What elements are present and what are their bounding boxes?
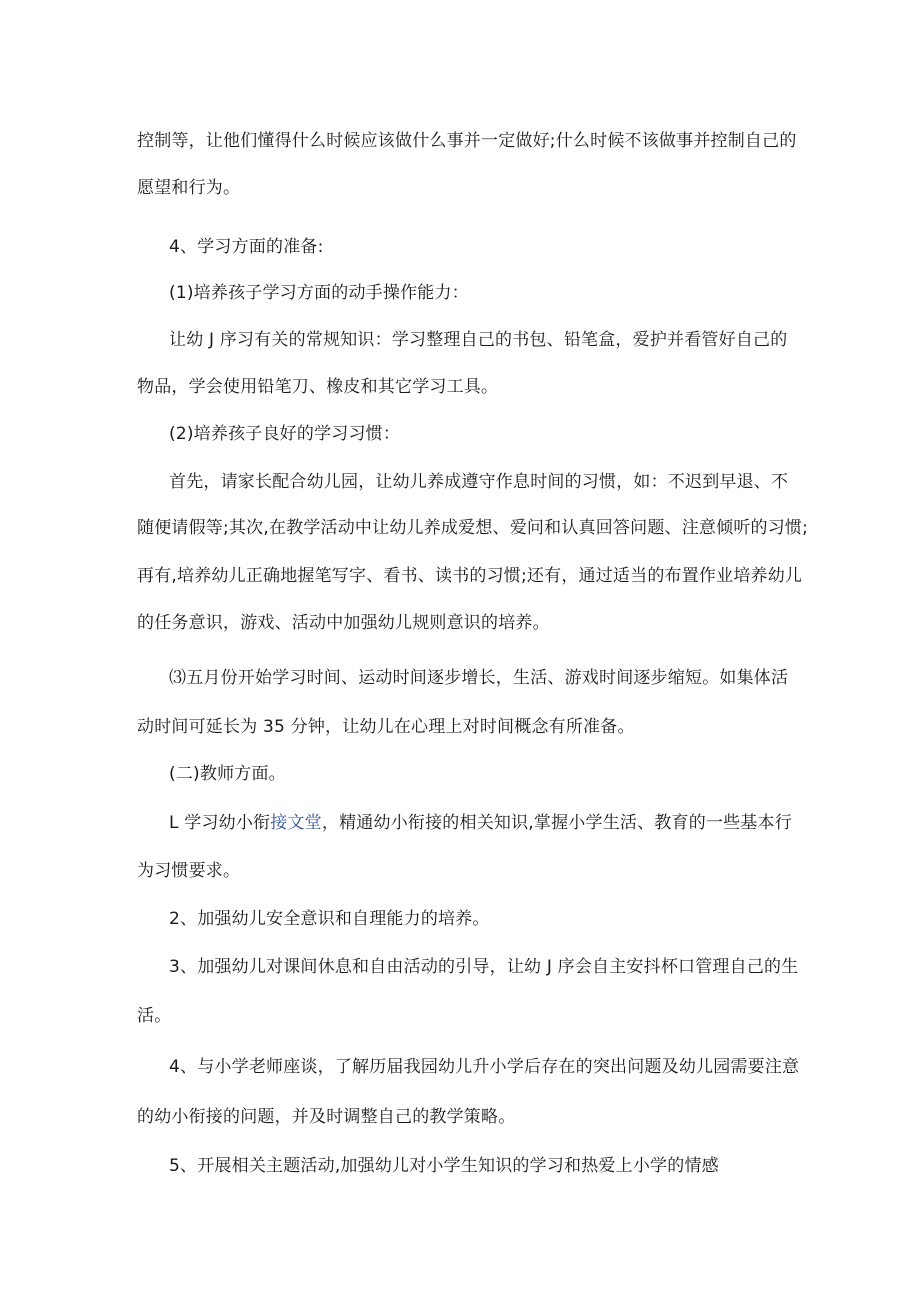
section-heading: 4、学习方面的准备: — [169, 237, 324, 257]
paragraph-line — [169, 812, 792, 834]
paragraph-line: 愿望和行为。 — [137, 178, 241, 198]
paragraph-line: 的幼小衔接的问题，并及时调整自己的教学策略。 — [137, 1107, 516, 1127]
subsection-heading: (1)培养孩子学习方面的动手操作能力： — [169, 283, 469, 303]
list-item: 5、开展相关主题活动,加强幼儿对小学生知识的学习和热爱上小学的情感 — [169, 1156, 719, 1176]
section-heading: (二)教师方面。 — [169, 764, 286, 784]
list-item: 4、与小学老师座谈，了解历届我园幼儿升小学后存在的突出问题及幼儿园需要注意 — [169, 1057, 800, 1077]
teacher-item-prefix: L 学习幼小衔 — [169, 813, 271, 833]
paragraph-line: ⑶五月份开始学习时间、运动时间逐步增长，生活、游戏时间逐步缩短。如集体活 — [169, 668, 789, 688]
paragraph-line: 让幼 J 序习有关的常规知识：学习整理自己的书包、铅笔盒，爱护并看管好自己的 — [169, 330, 788, 350]
paragraph-line: 动时间可延长为 35 分钟，让幼儿在心理上对时间概念有所准备。 — [137, 717, 635, 737]
subsection-heading: (2)培养孩子良好的学习习惯： — [169, 424, 401, 444]
paragraph-line: 活。 — [137, 1006, 172, 1026]
paragraph-line: 随便请假等;其次,在教学活动中让幼儿养成爱想、爱问和认真回答问题、注意倾听的习惯; — [137, 518, 809, 538]
list-item: 2、加强幼儿安全意识和自理能力的培养。 — [169, 909, 490, 929]
paragraph-line: 为习惯要求。 — [137, 861, 241, 881]
teacher-item-suffix: ，精通幼小衔接的相关知识,掌握小学生活、教育的一些基本行 — [321, 813, 792, 833]
paragraph-line: 的任务意识，游戏、活动中加强幼儿规则意识的培养。 — [137, 613, 550, 633]
paragraph-line: 首先，请家长配合幼儿园，让幼儿养成遵守作息时间的习惯，如：不迟到早退、不 — [169, 472, 789, 492]
paragraph-line: 再有,培养幼儿正确地握笔写字、看书、读书的习惯;还有，通过适当的布置作业培养幼儿 — [137, 566, 803, 586]
paragraph-line: 物品，学会使用铅笔刀、橡皮和其它学习工具。 — [137, 377, 499, 397]
article-link[interactable]: 接文堂 — [270, 813, 322, 833]
list-item: 3、加强幼儿对课间休息和自由活动的引导，让幼 J 序会自主安抖杯口管理自己的生 — [169, 957, 799, 977]
paragraph-line: 控制等，让他们懂得什么时候应该做什么事并一定做好;什么时候不该做事并控制自己的 — [137, 131, 797, 151]
